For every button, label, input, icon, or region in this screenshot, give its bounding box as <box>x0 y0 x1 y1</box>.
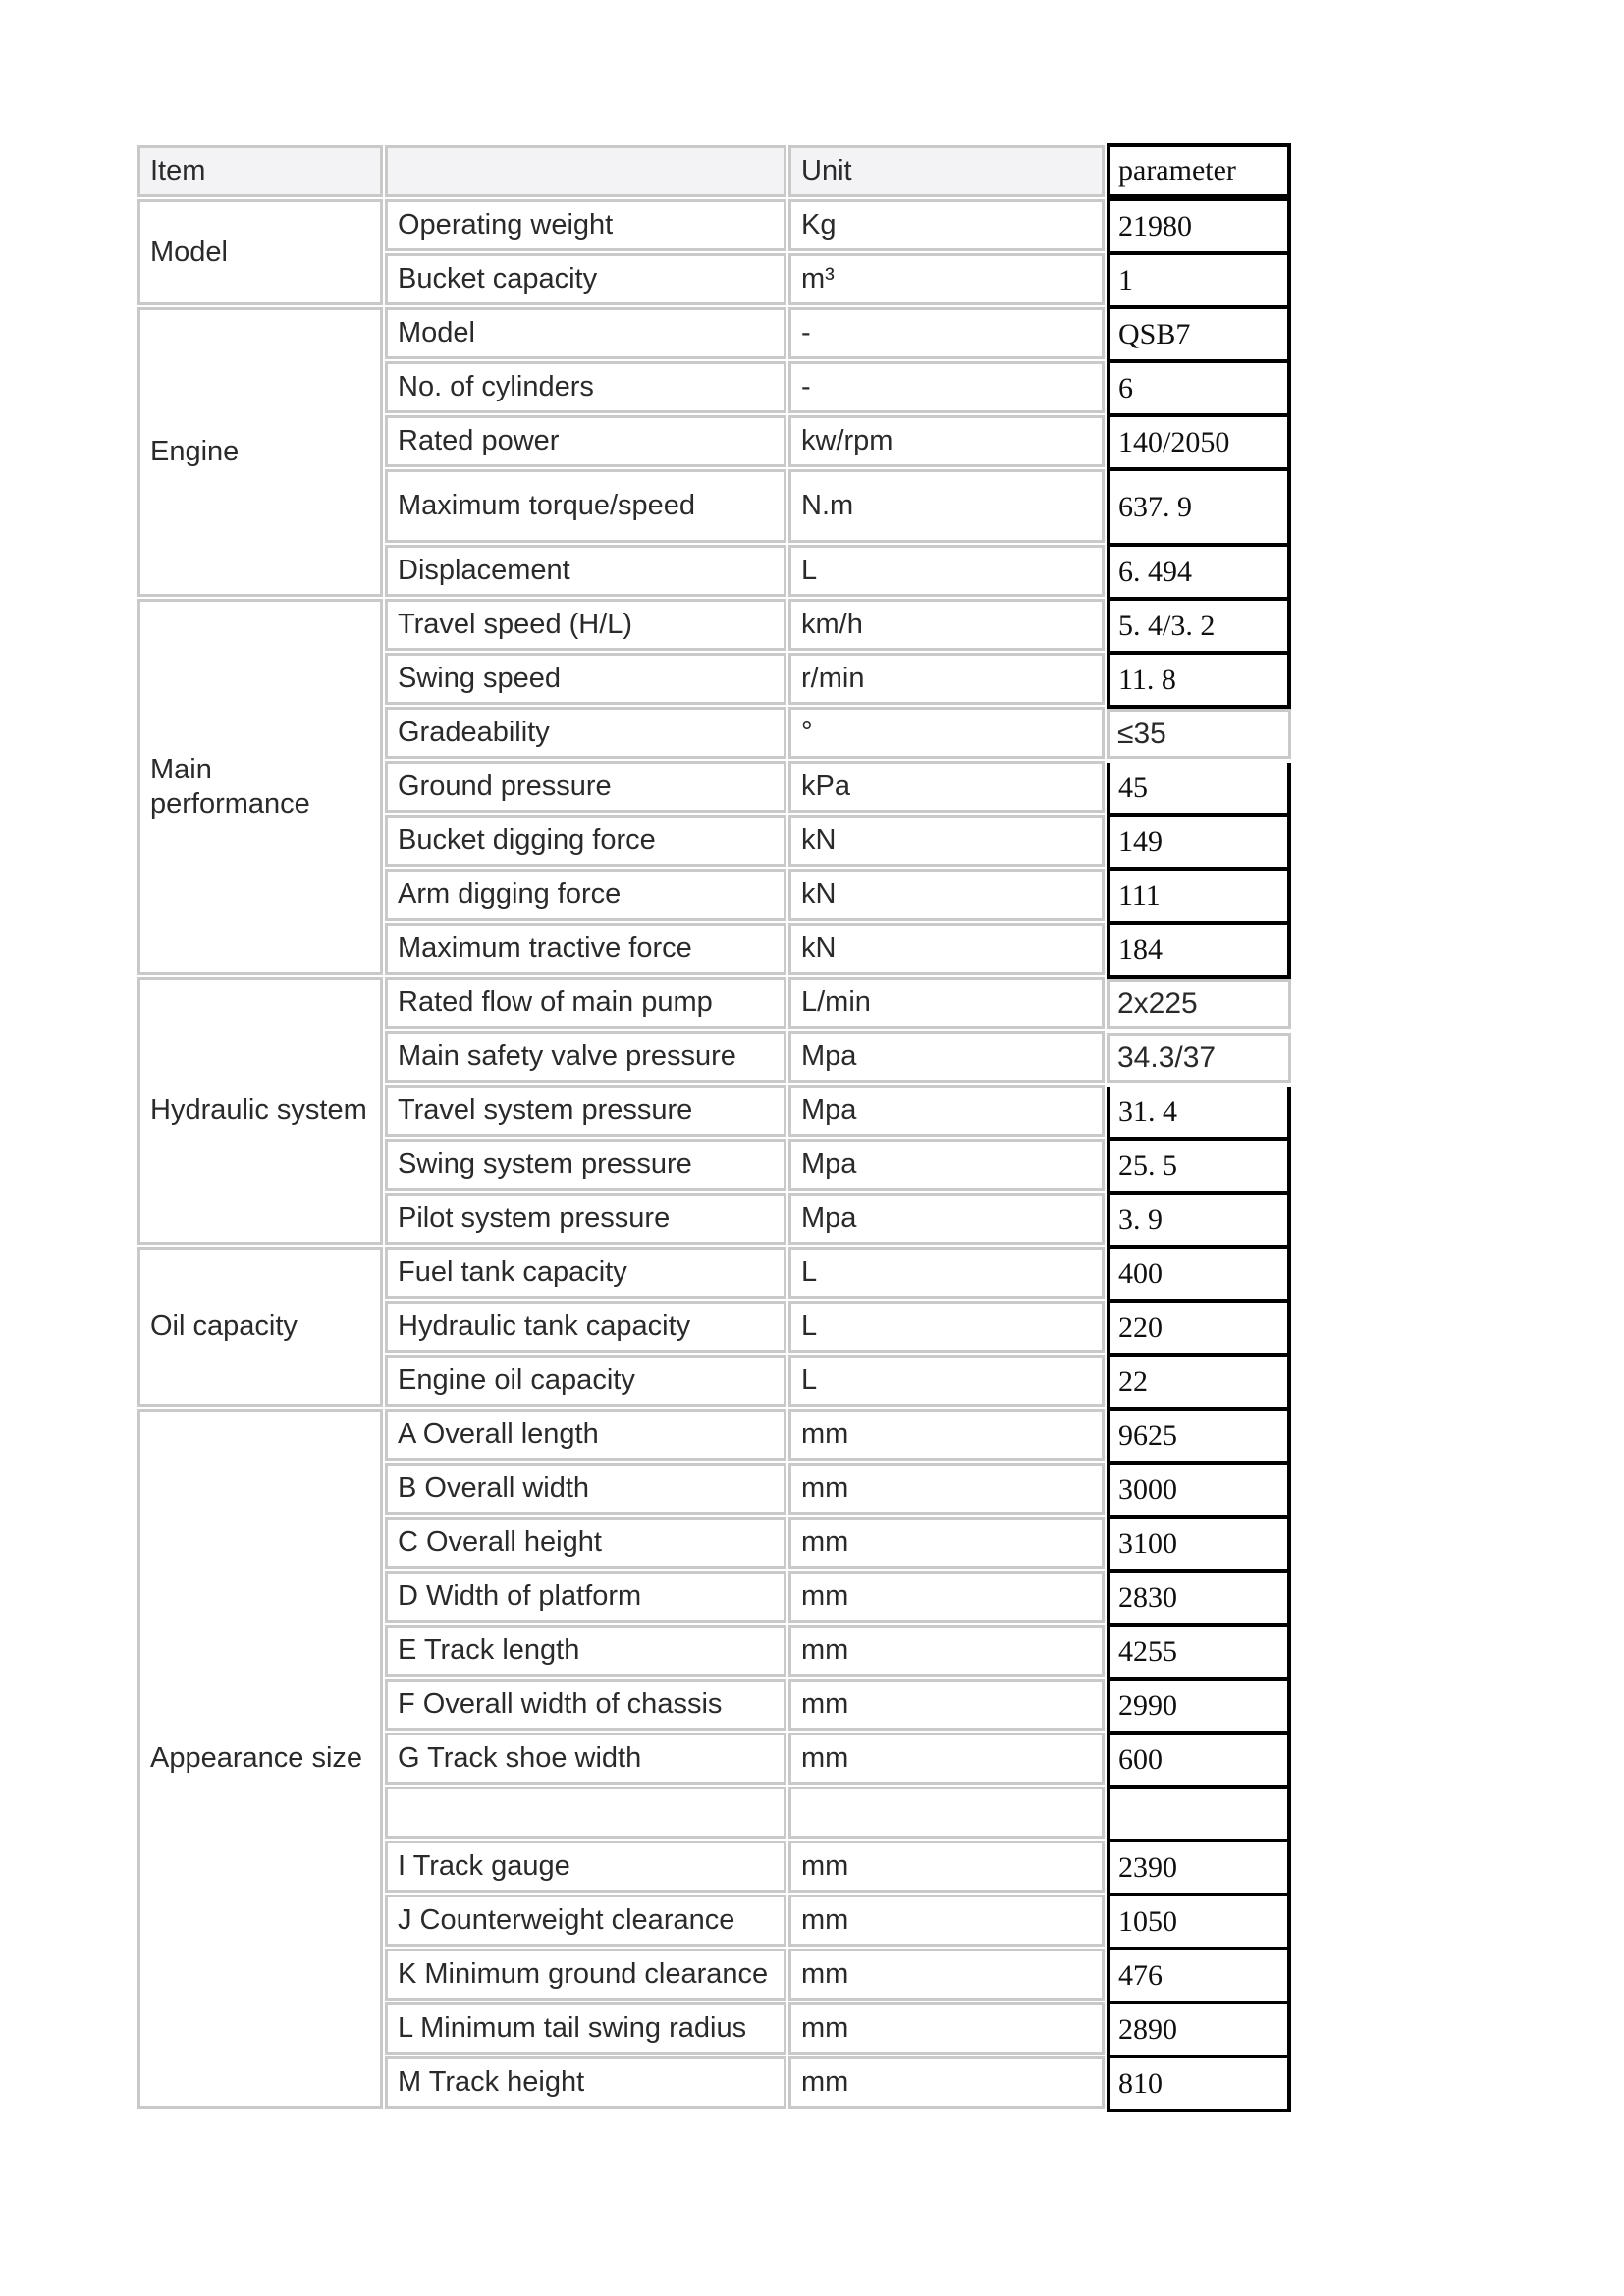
unit-cell: kN <box>788 923 1105 975</box>
item-name-cell: Model <box>385 307 786 359</box>
spec-table <box>135 143 1107 2110</box>
item-name-cell: Ground pressure <box>385 761 786 813</box>
unit-cell: r/min <box>788 653 1105 705</box>
item-name-cell: Engine oil capacity <box>385 1355 786 1407</box>
unit-cell: - <box>788 361 1105 413</box>
item-name-cell: Rated flow of main pump <box>385 977 786 1029</box>
item-name-cell: Maximum torque/speed <box>385 469 786 543</box>
item-name-cell: No. of cylinders <box>385 361 786 413</box>
section-label-cell: Engine <box>137 307 383 597</box>
parameter-cell: 600 <box>1107 1731 1291 1789</box>
unit-cell: mm <box>788 1409 1105 1461</box>
item-name-cell: G Track shoe width <box>385 1733 786 1785</box>
item-name-cell: F Overall width of chassis <box>385 1679 786 1731</box>
parameter-cell: 21980 <box>1107 197 1291 255</box>
unit-cell: mm <box>788 2002 1105 2055</box>
unit-cell: mm <box>788 1625 1105 1677</box>
parameter-cell: 2390 <box>1107 1839 1291 1896</box>
item-name-cell: I Track gauge <box>385 1841 786 1893</box>
parameter-cell: 45 <box>1107 763 1291 817</box>
parameter-cell: 9625 <box>1107 1407 1291 1465</box>
parameter-cell: 1 <box>1107 251 1291 309</box>
parameter-cell: 31. 4 <box>1107 1087 1291 1141</box>
item-name-cell: C Overall height <box>385 1517 786 1569</box>
parameter-cell: 5. 4/3. 2 <box>1107 597 1291 655</box>
section-label-cell: Oil capacity <box>137 1247 383 1407</box>
item-name-cell: Maximum tractive force <box>385 923 786 975</box>
parameter-cell: 3. 9 <box>1107 1191 1291 1249</box>
item-name-cell: J Counterweight clearance <box>385 1895 786 1947</box>
parameter-cell: 111 <box>1107 867 1291 925</box>
parameter-cell: 22 <box>1107 1353 1291 1411</box>
unit-cell: L/min <box>788 977 1105 1029</box>
item-name-cell: Hydraulic tank capacity <box>385 1301 786 1353</box>
unit-cell: kPa <box>788 761 1105 813</box>
section-label-cell: Hydraulic system <box>137 977 383 1245</box>
parameter-cell: 637. 9 <box>1107 467 1291 547</box>
section-label-cell: Main performance <box>137 599 383 975</box>
parameter-cell: 184 <box>1107 921 1291 979</box>
parameter-cell: 3100 <box>1107 1515 1291 1573</box>
parameter-cell: 2890 <box>1107 2001 1291 2058</box>
unit-cell <box>788 1787 1105 1839</box>
parameter-cell: 220 <box>1107 1299 1291 1357</box>
parameter-cell: 11. 8 <box>1107 651 1291 709</box>
parameter-cell: 1050 <box>1107 1893 1291 1950</box>
unit-cell: mm <box>788 1571 1105 1623</box>
item-name-cell: Pilot system pressure <box>385 1193 786 1245</box>
parameter-cell: 140/2050 <box>1107 413 1291 471</box>
parameter-cell: 34.3/37 <box>1107 1033 1291 1083</box>
unit-cell: N.m <box>788 469 1105 543</box>
unit-cell: Mpa <box>788 1031 1105 1083</box>
parameter-cell: 810 <box>1107 2055 1291 2112</box>
section-label-cell: Model <box>137 199 383 305</box>
unit-cell: Mpa <box>788 1139 1105 1191</box>
unit-cell: mm <box>788 1679 1105 1731</box>
unit-cell: m³ <box>788 253 1105 305</box>
parameter-cell: ≤35 <box>1107 709 1291 759</box>
unit-cell: ° <box>788 707 1105 759</box>
unit-cell: km/h <box>788 599 1105 651</box>
parameter-cell: 400 <box>1107 1245 1291 1303</box>
unit-cell: L <box>788 1355 1105 1407</box>
spec-row <box>137 977 1105 1029</box>
parameter-cell: 25. 5 <box>1107 1137 1291 1195</box>
item-name-cell: E Track length <box>385 1625 786 1677</box>
parameter-cell: 476 <box>1107 1947 1291 2004</box>
unit-cell: mm <box>788 1841 1105 1893</box>
parameter-cell: 6. 494 <box>1107 543 1291 601</box>
item-name-cell: Rated power <box>385 415 786 467</box>
unit-cell: L <box>788 1247 1105 1299</box>
parameter-header-cell: parameter <box>1107 143 1291 201</box>
item-name-cell: A Overall length <box>385 1409 786 1461</box>
spec-table-body <box>137 145 1105 2109</box>
parameter-cell: 2x225 <box>1107 979 1291 1029</box>
parameter-column <box>1107 145 1291 2118</box>
item-name-cell: L Minimum tail swing radius <box>385 2002 786 2055</box>
unit-cell: Mpa <box>788 1085 1105 1137</box>
spec-row <box>137 1247 1105 1299</box>
item-name-cell: M Track height <box>385 2056 786 2109</box>
unit-cell: kN <box>788 869 1105 921</box>
unit-cell: mm <box>788 1949 1105 2001</box>
header-item-cell: Item <box>137 145 383 197</box>
unit-cell: kN <box>788 815 1105 867</box>
parameter-cell: 149 <box>1107 813 1291 871</box>
parameter-cell: QSB7 <box>1107 305 1291 363</box>
item-name-cell: B Overall width <box>385 1463 786 1515</box>
unit-cell: Kg <box>788 199 1105 251</box>
spec-row <box>137 1409 1105 1461</box>
parameter-cell: 2830 <box>1107 1569 1291 1627</box>
parameter-cell: 4255 <box>1107 1623 1291 1681</box>
unit-cell: kw/rpm <box>788 415 1105 467</box>
item-name-cell: Travel system pressure <box>385 1085 786 1137</box>
unit-cell: mm <box>788 1733 1105 1785</box>
unit-cell: L <box>788 545 1105 597</box>
parameter-cell <box>1107 1785 1291 1842</box>
parameter-cell: 6 <box>1107 359 1291 417</box>
item-name-cell: Travel speed (H/L) <box>385 599 786 651</box>
parameter-cell: 3000 <box>1107 1461 1291 1519</box>
item-name-cell: Displacement <box>385 545 786 597</box>
unit-cell: mm <box>788 1463 1105 1515</box>
item-name-cell: Operating weight <box>385 199 786 251</box>
item-name-cell: Main safety valve pressure <box>385 1031 786 1083</box>
spec-row <box>137 599 1105 651</box>
unit-cell: L <box>788 1301 1105 1353</box>
header-unit-cell: Unit <box>788 145 1105 197</box>
item-name-cell: K Minimum ground clearance <box>385 1949 786 2001</box>
header-subitem-cell <box>385 145 786 197</box>
unit-cell: mm <box>788 2056 1105 2109</box>
item-name-cell <box>385 1787 786 1839</box>
spec-row <box>137 307 1105 359</box>
parameter-cell: 2990 <box>1107 1677 1291 1735</box>
item-name-cell: Gradeability <box>385 707 786 759</box>
spec-row <box>137 199 1105 251</box>
unit-cell: mm <box>788 1517 1105 1569</box>
item-name-cell: Swing speed <box>385 653 786 705</box>
header-row <box>137 145 1105 197</box>
item-name-cell: Swing system pressure <box>385 1139 786 1191</box>
unit-cell: mm <box>788 1895 1105 1947</box>
item-name-cell: Bucket digging force <box>385 815 786 867</box>
unit-cell: Mpa <box>788 1193 1105 1245</box>
item-name-cell: Fuel tank capacity <box>385 1247 786 1299</box>
item-name-cell: D Width of platform <box>385 1571 786 1623</box>
section-label-cell: Appearance size <box>137 1409 383 2109</box>
item-name-cell: Arm digging force <box>385 869 786 921</box>
unit-cell: - <box>788 307 1105 359</box>
item-name-cell: Bucket capacity <box>385 253 786 305</box>
